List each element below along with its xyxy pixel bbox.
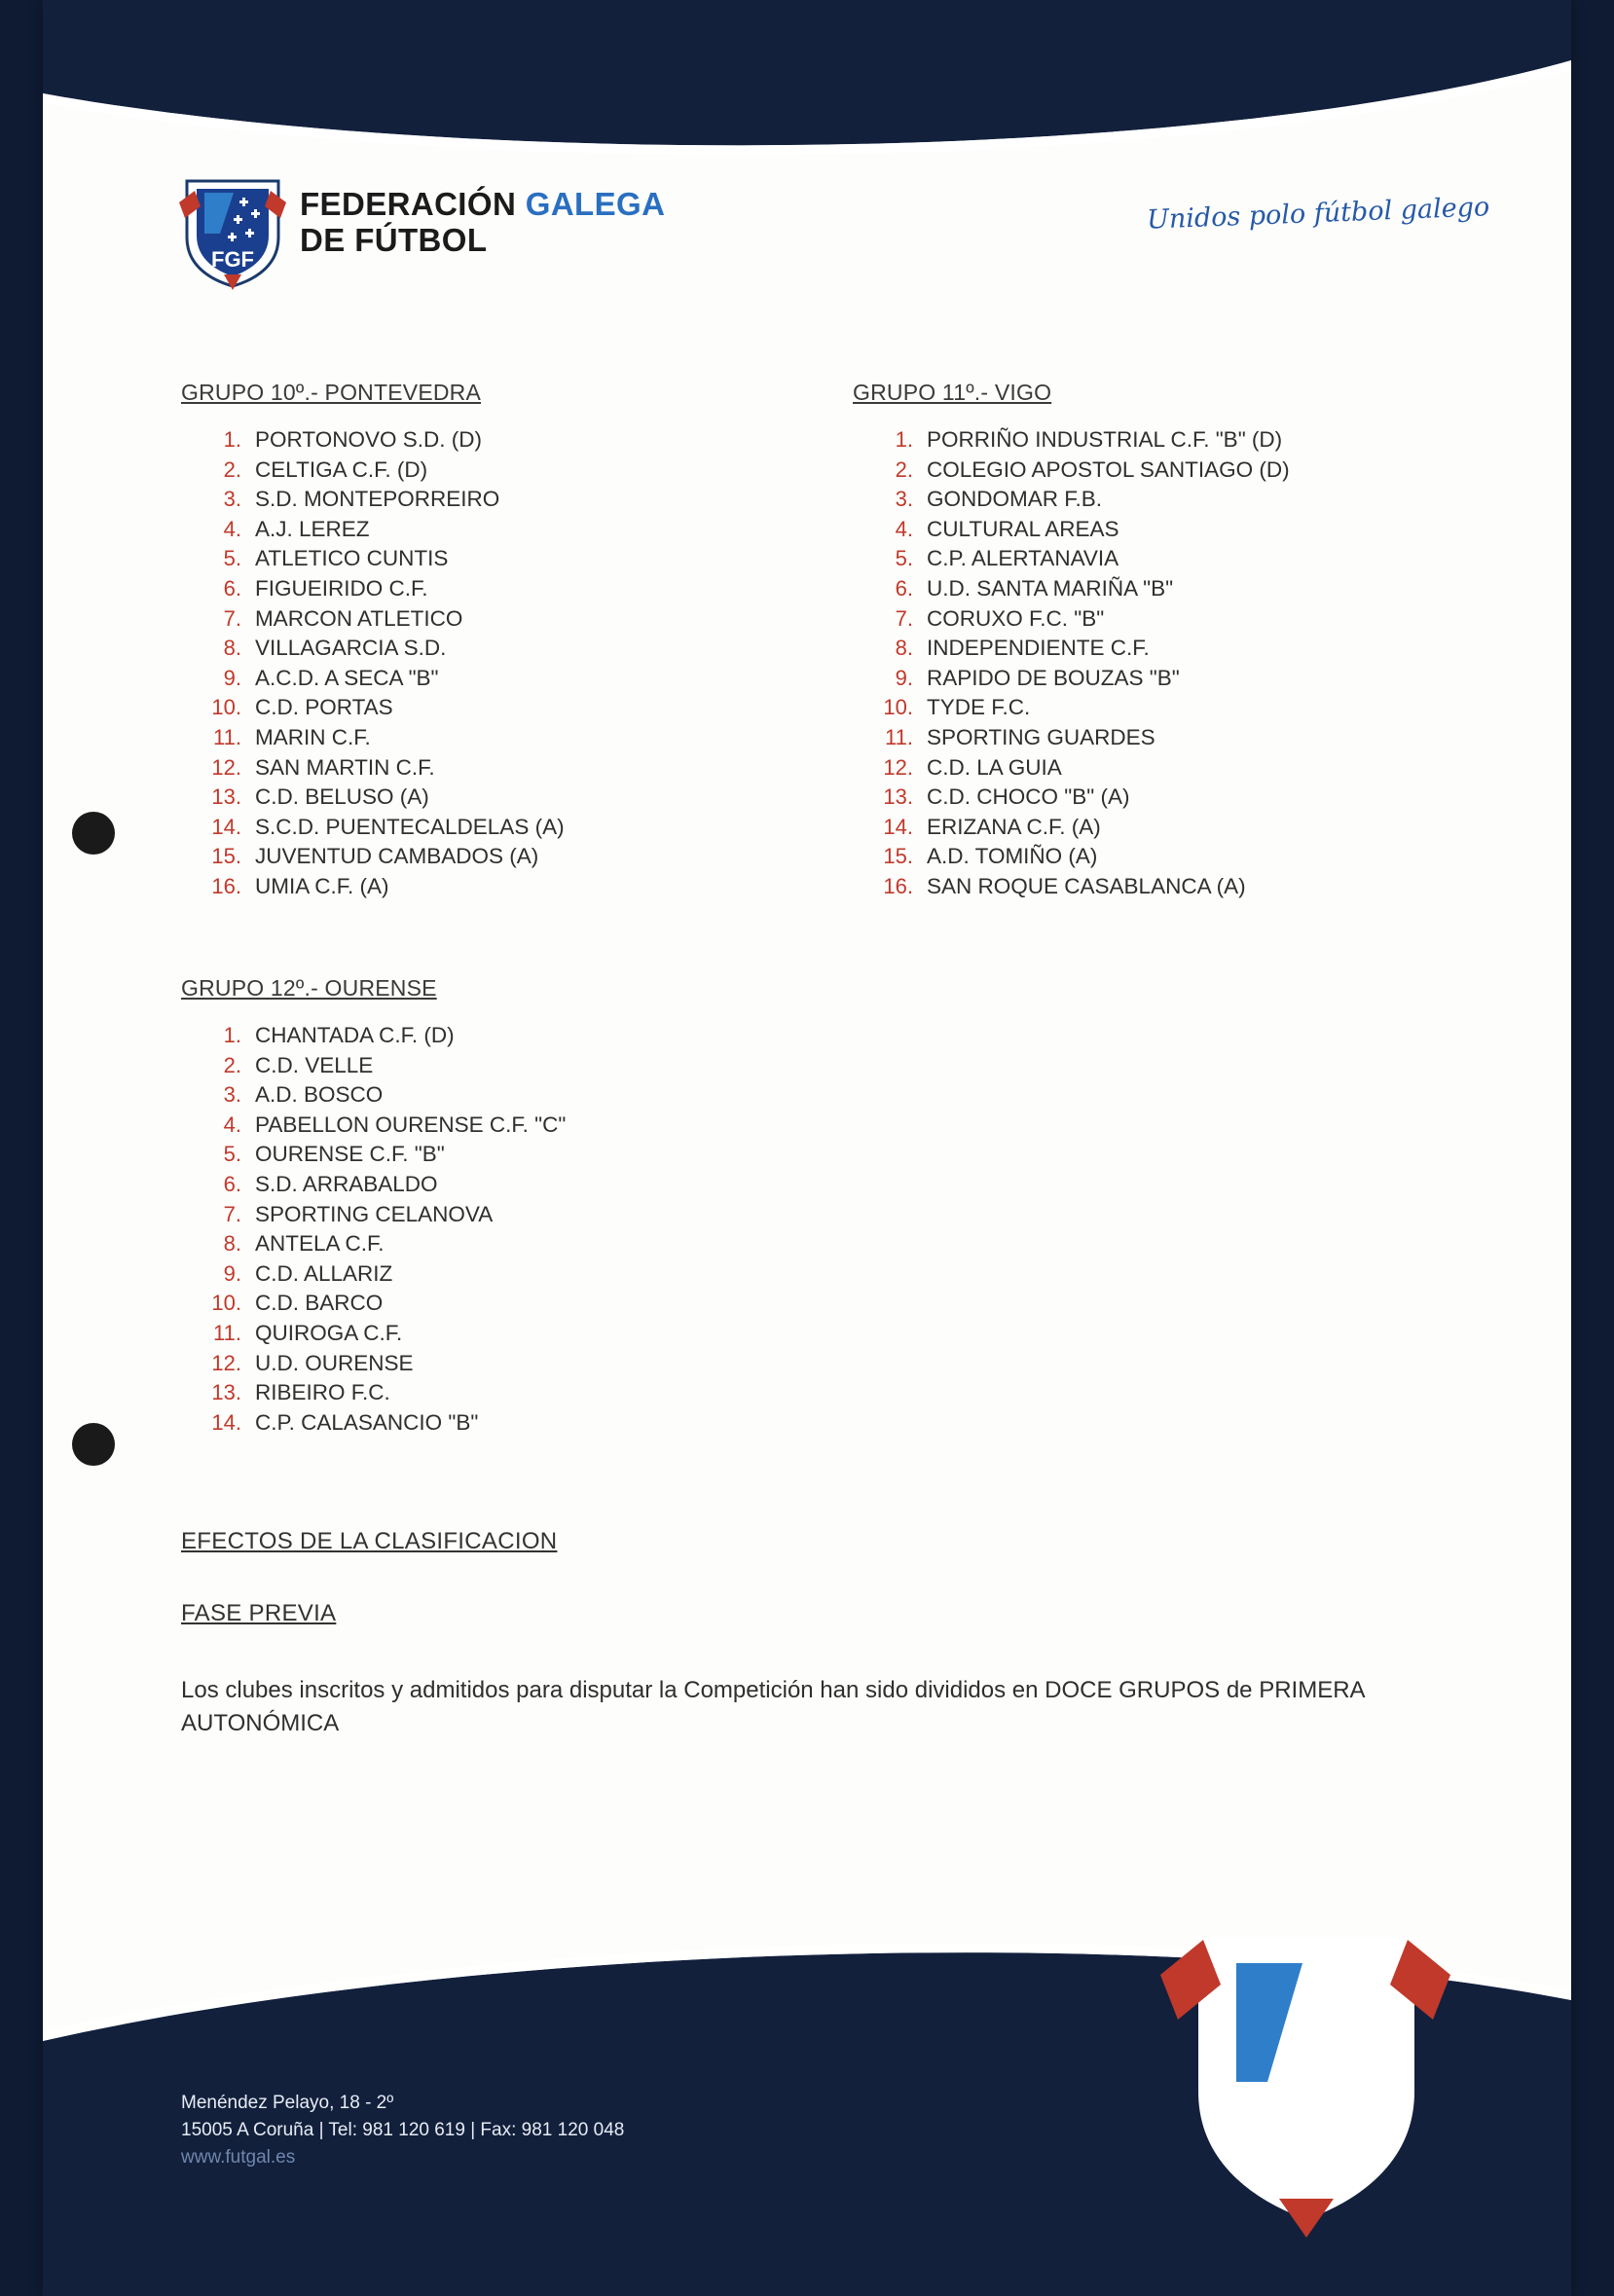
club-name: CELTIGA C.F. (D) (255, 456, 428, 482)
brand-line2: DE FÚTBOL (300, 221, 488, 258)
club-name: SAN ROQUE CASABLANCA (A) (927, 873, 1246, 898)
list-item: 16. SAN ROQUE CASABLANCA (A) (883, 873, 1246, 898)
list-item: 6. S.D. ARRABALDO (223, 1171, 438, 1196)
list-item: 2. COLEGIO APOSTOL SANTIAGO (D) (895, 456, 1290, 482)
club-name: U.D. SANTA MARIÑA "B" (927, 575, 1174, 601)
club-name: A.C.D. A SECA "B" (255, 665, 439, 690)
club-name: A.D. TOMIÑO (A) (927, 844, 1098, 869)
list-item: 12. SAN MARTIN C.F. (211, 754, 435, 780)
list-item: 7. CORUXO F.C. "B" (895, 605, 1105, 631)
list-item: 1. PORTONOVO S.D. (D) (223, 427, 482, 452)
club-name: GONDOMAR F.B. (927, 487, 1103, 512)
list-item: 4. CULTURAL AREAS (895, 516, 1119, 541)
list-item: 9. A.C.D. A SECA "B" (223, 665, 439, 690)
list-item: 4. PABELLON OURENSE C.F. "C" (223, 1112, 567, 1137)
list-item: 1. PORRIÑO INDUSTRIAL C.F. "B" (D) (895, 427, 1283, 452)
list-item: 3. A.D. BOSCO (223, 1082, 384, 1108)
club-name: INDEPENDIENTE C.F. (927, 636, 1150, 661)
club-name: C.D. CHOCO "B" (A) (927, 784, 1130, 810)
club-name: C.D. PORTAS (255, 695, 393, 720)
list-item: 13. C.D. CHOCO "B" (A) (883, 784, 1130, 810)
club-name: COLEGIO APOSTOL SANTIAGO (D) (927, 456, 1290, 482)
group-title: GRUPO 10º.- PONTEVEDRA (181, 380, 482, 405)
group-10-block (181, 380, 785, 902)
club-name: OURENSE C.F. "B" (255, 1142, 445, 1167)
list-item: 7. MARCON ATLETICO (223, 605, 463, 631)
club-name: CHANTADA C.F. (D) (255, 1023, 455, 1047)
list-item: 7. SPORTING CELANOVA (223, 1201, 494, 1226)
footer-contact-line: 15005 A Coruña | Tel: 981 120 619 | Fax: 981 120 048 (181, 2120, 625, 2140)
club-name: ATLETICO CUNTIS (255, 546, 449, 571)
club-name: ANTELA C.F. (255, 1231, 385, 1257)
list-item: 4. A.J. LEREZ (223, 516, 370, 541)
list-item: 15. A.D. TOMIÑO (A) (883, 844, 1098, 869)
list-item: 10. TYDE F.C. (883, 695, 1031, 720)
header-band (43, 0, 1571, 165)
club-list-group-12 (181, 1021, 862, 1438)
club-name: S.D. ARRABALDO (255, 1171, 438, 1196)
club-name: PORTONOVO S.D. (D) (255, 427, 482, 452)
club-name: C.D. BELUSO (A) (255, 784, 429, 810)
fgf-logo (175, 173, 290, 290)
list-item: 14. C.P. CALASANCIO "B" (211, 1409, 479, 1435)
club-name: C.P. CALASANCIO "B" (255, 1409, 479, 1435)
list-item: 2. C.D. VELLE (223, 1052, 374, 1077)
document-header (175, 173, 1499, 290)
list-item: 15. JUVENTUD CAMBADOS (A) (211, 844, 539, 869)
club-name: JUVENTUD CAMBADOS (A) (255, 844, 539, 869)
club-name: S.D. MONTEPORREIRO (255, 487, 500, 512)
club-name: TYDE F.C. (927, 695, 1031, 720)
section-heading-efectos: EFECTOS DE LA CLASIFICACION (181, 1528, 558, 1554)
club-name: C.D. BARCO (255, 1291, 384, 1316)
footer-contact (181, 2090, 624, 2171)
list-item: 6. U.D. SANTA MARIÑA "B" (895, 575, 1174, 601)
brand-name (300, 187, 665, 259)
club-name: ERIZANA C.F. (A) (927, 814, 1101, 839)
club-name: RIBEIRO F.C. (255, 1380, 390, 1405)
club-name: S.C.D. PUENTECALDELAS (A) (255, 814, 565, 839)
list-item: 9. RAPIDO DE BOUZAS "B" (895, 665, 1180, 690)
club-name: FIGUEIRIDO C.F. (255, 575, 428, 601)
list-item: 5. C.P. ALERTANAVIA (895, 546, 1119, 571)
list-item: 8. ANTELA C.F. (223, 1231, 385, 1257)
group-12-block (181, 975, 862, 1438)
club-name: A.D. BOSCO (255, 1082, 384, 1108)
footer-website[interactable]: www.futgal.es (181, 2147, 296, 2168)
list-item: 12. U.D. OURENSE (211, 1350, 414, 1375)
club-list-group-11 (853, 425, 1456, 902)
club-name: VILLAGARCIA S.D. (255, 636, 447, 661)
fgf-watermark-logo (1147, 1907, 1468, 2238)
group-11-block (853, 380, 1456, 902)
club-name: SPORTING GUARDES (927, 724, 1155, 749)
list-item: 11. SPORTING GUARDES (885, 724, 1155, 749)
club-list-group-10 (181, 425, 785, 902)
club-name: MARCON ATLETICO (255, 605, 463, 631)
club-name: C.D. LA GUIA (927, 754, 1062, 780)
slogan: Unidos polo fútbol galego (1146, 192, 1490, 236)
club-name: PABELLON OURENSE C.F. "C" (255, 1112, 567, 1137)
list-item: 16. UMIA C.F. (A) (211, 873, 389, 898)
club-name: SAN MARTIN C.F. (255, 754, 435, 780)
section-heading-fase-previa: FASE PREVIA (181, 1600, 337, 1626)
club-name: UMIA C.F. (A) (255, 873, 389, 898)
list-item: 3. GONDOMAR F.B. (895, 487, 1103, 512)
list-item: 5. OURENSE C.F. "B" (223, 1142, 445, 1167)
club-name: MARIN C.F. (255, 724, 371, 749)
list-item: 10. C.D. BARCO (211, 1291, 384, 1316)
club-name: CORUXO F.C. "B" (927, 605, 1105, 631)
club-name: CULTURAL AREAS (927, 516, 1119, 541)
list-item: 12. C.D. LA GUIA (883, 754, 1062, 780)
club-name: QUIROGA C.F. (255, 1320, 403, 1345)
club-name: SPORTING CELANOVA (255, 1201, 494, 1226)
list-item: 5. ATLETICO CUNTIS (223, 546, 449, 571)
list-item: 8. VILLAGARCIA S.D. (223, 636, 447, 661)
punch-hole (72, 1423, 115, 1466)
group-title: GRUPO 12º.- OURENSE (181, 975, 437, 1001)
list-item: 2. CELTIGA C.F. (D) (223, 456, 428, 482)
list-item: 13. RIBEIRO F.C. (211, 1380, 390, 1405)
list-item: 8. INDEPENDIENTE C.F. (895, 636, 1150, 661)
list-item: 11. QUIROGA C.F. (213, 1320, 403, 1345)
list-item: 11. MARIN C.F. (213, 724, 371, 749)
list-item: 3. S.D. MONTEPORREIRO (223, 487, 500, 512)
footer-address: Menéndez Pelayo, 18 - 2º (181, 2093, 394, 2113)
svg-text:FGF: FGF (1252, 2118, 1361, 2179)
club-name: A.J. LEREZ (255, 516, 370, 541)
club-name: C.P. ALERTANAVIA (927, 546, 1119, 571)
club-name: C.D. ALLARIZ (255, 1260, 393, 1286)
svg-text:FGF: FGF (211, 247, 254, 272)
brand-line1-federacion: FEDERACIÓN (300, 186, 526, 222)
group-title: GRUPO 11º.- VIGO (853, 380, 1052, 405)
list-item: 6. FIGUEIRIDO C.F. (223, 575, 428, 601)
club-name: C.D. VELLE (255, 1052, 374, 1077)
body-paragraph: Los clubes inscritos y admitidos para disputar la Competición han sido divididos en DOCE GRUPOS de PRIMERA AUTONÓMICA (181, 1677, 1365, 1736)
list-item: 13. C.D. BELUSO (A) (211, 784, 429, 810)
club-name: U.D. OURENSE (255, 1350, 414, 1375)
list-item: 14. ERIZANA C.F. (A) (883, 814, 1101, 839)
list-item: 10. C.D. PORTAS (211, 695, 393, 720)
punch-hole (72, 812, 115, 855)
club-name: PORRIÑO INDUSTRIAL C.F. "B" (D) (927, 427, 1283, 452)
list-item: 9. C.D. ALLARIZ (223, 1260, 393, 1286)
list-item: 1. CHANTADA C.F. (D) (223, 1023, 455, 1047)
list-item: 14. S.C.D. PUENTECALDELAS (A) (211, 814, 565, 839)
club-name: RAPIDO DE BOUZAS "B" (927, 665, 1180, 690)
brand-line1-galega: GALEGA (525, 186, 666, 222)
